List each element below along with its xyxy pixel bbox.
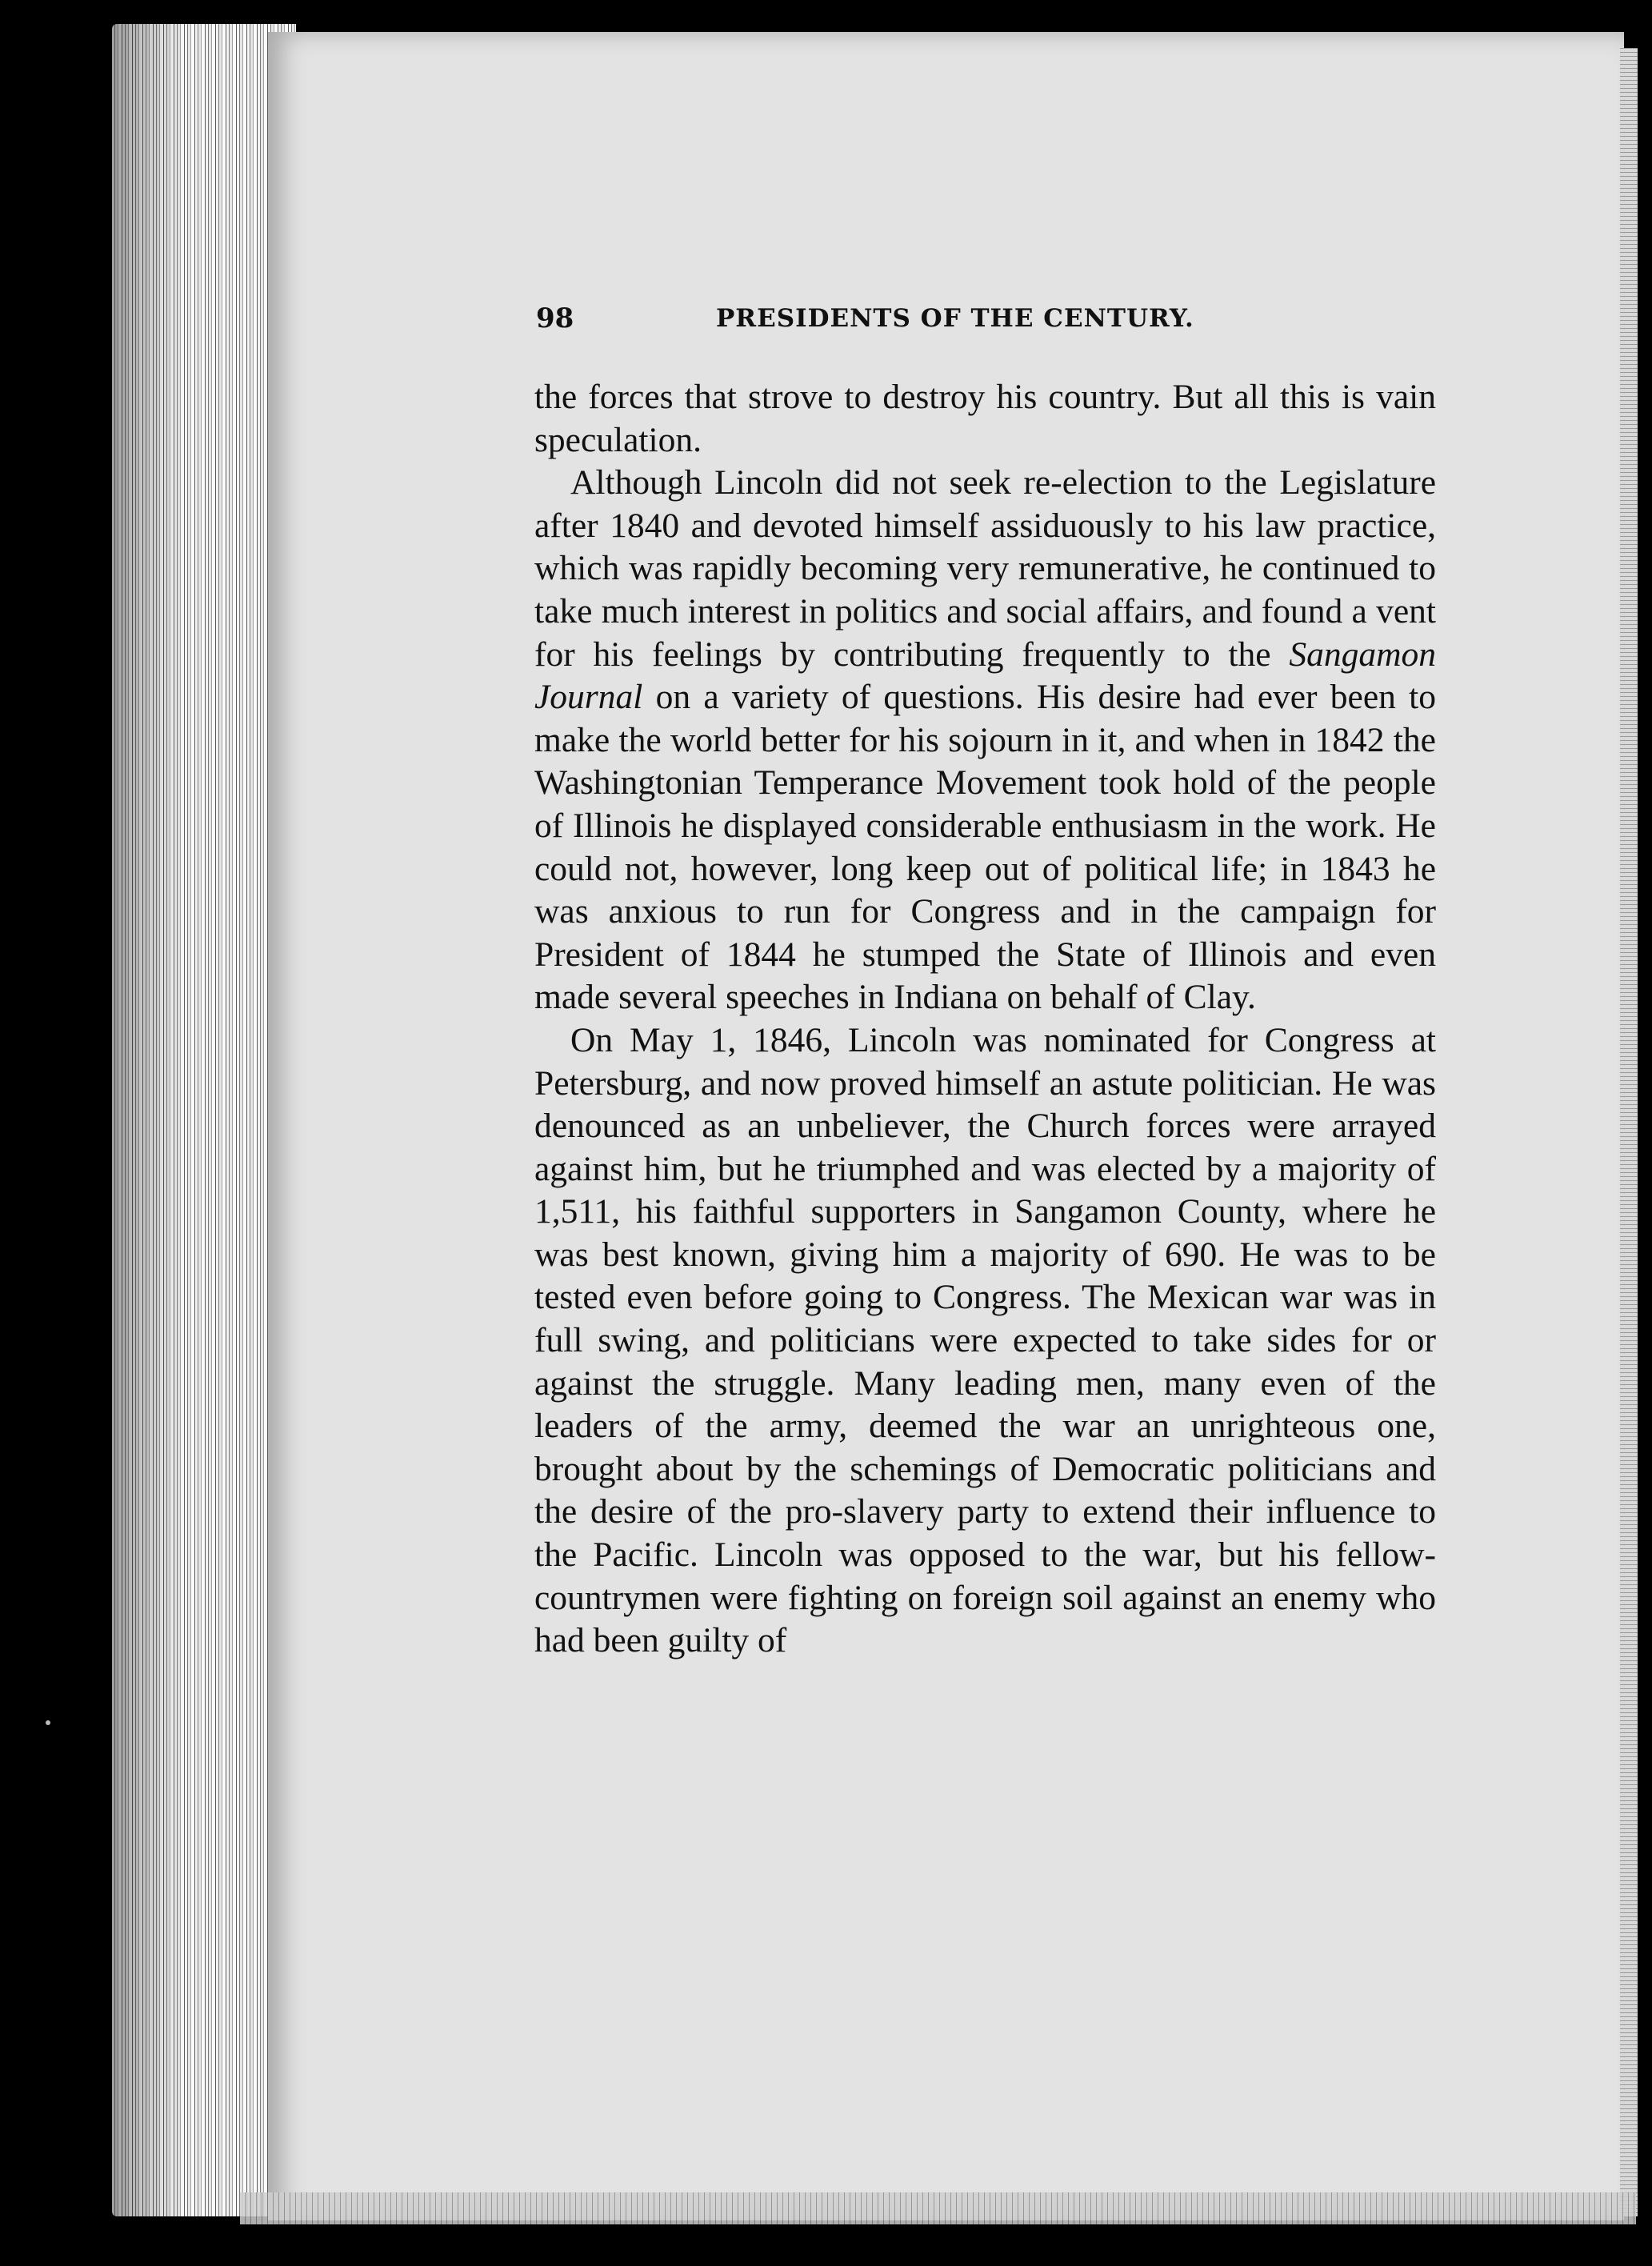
paragraph-2-italic: Sangamon Journal	[534, 635, 1436, 717]
scan-speck	[46, 1720, 50, 1725]
page-number: 98	[536, 302, 574, 334]
paragraph-congress	[534, 1019, 1436, 1663]
right-page-edge	[1620, 48, 1638, 2216]
paragraph-1-text: the forces that strove to destroy his country. But all this is vain speculation.	[534, 378, 1436, 459]
paragraph-2-text: Although Lincoln did not seek re-election to the Legislature after 1840 and devoted himself assiduously to his law practice, which was rapidly becoming very remunerative, he continued to take much interest in politics and social affairs, and found a vent for his feelings by contributing frequently to the	[534, 463, 1436, 674]
paragraph-legislature	[534, 462, 1436, 1019]
paragraph-3-text: On May 1, 1846, Lincoln was nominated for Congress at Petersburg, and now proved himself an astute politician. He was denounced as an unbeliever, the Church forces were arrayed against him, but he triumphed and was elected by a majority of 1,511, his faithful supporters in Sangamon County, where he was best known, giving him a majority of 690. He was to be tested even before going to Congress. The Mexican war was in full swing, and politicians were expected to take sides for or against the struggle. Many leading men, many even of the leaders of the army, deemed the war an unrighteous one, brought about by the schemings of Democratic politicians and the desire of the pro-slavery party to extend their influence to the Pacific. Lincoln was opposed to the war, but his fellow-countrymen were fighting on foreign soil against an enemy who had been guilty of	[534, 1020, 1436, 1660]
bottom-page-edge	[240, 2192, 1636, 2224]
paragraph-2-text-after: on a variety of questions. His desire had ever been to make the world better for his sojourn in it, and when in 1842 the Washingtonian Temperance Movement took hold of the people of Illinois he displayed considerable enthusiasm in the work. He could not, however, long keep out of political life; in 1843 he was anxious to run for Congress and in the campaign for President of 1844 he stumped the State of Illinois and even made several speeches in Indiana on behalf of Clay.	[534, 678, 1436, 1017]
paragraph-continuation	[534, 376, 1436, 462]
running-head	[536, 302, 1432, 350]
body-text	[534, 376, 1436, 1663]
running-head-title: PRESIDENTS OF THE CENTURY.	[716, 304, 1194, 333]
